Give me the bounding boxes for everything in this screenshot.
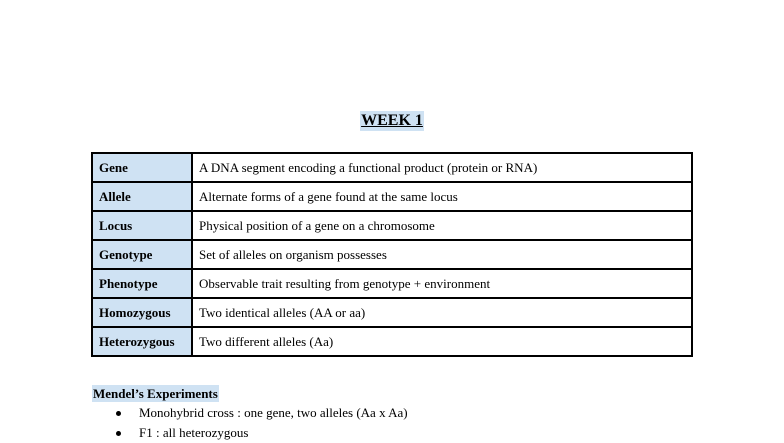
bullet-icon bbox=[116, 411, 121, 416]
title-container bbox=[0, 111, 784, 131]
list-item bbox=[112, 403, 408, 423]
definition-cell: A DNA segment encoding a functional product (protein or RNA) bbox=[192, 153, 692, 182]
table-row bbox=[92, 153, 692, 182]
bullet-list bbox=[112, 403, 408, 443]
list-item-text: F1 : all heterozygous bbox=[139, 425, 249, 440]
term-cell: Phenotype bbox=[92, 269, 192, 298]
term-cell: Locus bbox=[92, 211, 192, 240]
definition-cell: Alternate forms of a gene found at the same locus bbox=[192, 182, 692, 211]
table-row bbox=[92, 240, 692, 269]
term-cell: Homozygous bbox=[92, 298, 192, 327]
definition-cell: Set of alleles on organism possesses bbox=[192, 240, 692, 269]
section-heading: Mendel’s Experiments bbox=[93, 386, 218, 401]
list-item-text: Monohybrid cross : one gene, two alleles (Aa x Aa) bbox=[139, 405, 408, 420]
list-item bbox=[112, 423, 408, 443]
table-row bbox=[92, 298, 692, 327]
table-row bbox=[92, 269, 692, 298]
definition-cell: Observable trait resulting from genotype + environment bbox=[192, 269, 692, 298]
page-title: WEEK 1 bbox=[361, 112, 423, 129]
table-row bbox=[92, 327, 692, 356]
table-row bbox=[92, 211, 692, 240]
terms-table bbox=[91, 152, 693, 357]
term-cell: Heterozygous bbox=[92, 327, 192, 356]
definition-cell: Two different alleles (Aa) bbox=[192, 327, 692, 356]
definition-cell: Physical position of a gene on a chromosome bbox=[192, 211, 692, 240]
bullet-icon bbox=[116, 431, 121, 436]
definition-cell: Two identical alleles (AA or aa) bbox=[192, 298, 692, 327]
term-cell: Genotype bbox=[92, 240, 192, 269]
term-cell: Allele bbox=[92, 182, 192, 211]
table-row bbox=[92, 182, 692, 211]
term-cell: Gene bbox=[92, 153, 192, 182]
